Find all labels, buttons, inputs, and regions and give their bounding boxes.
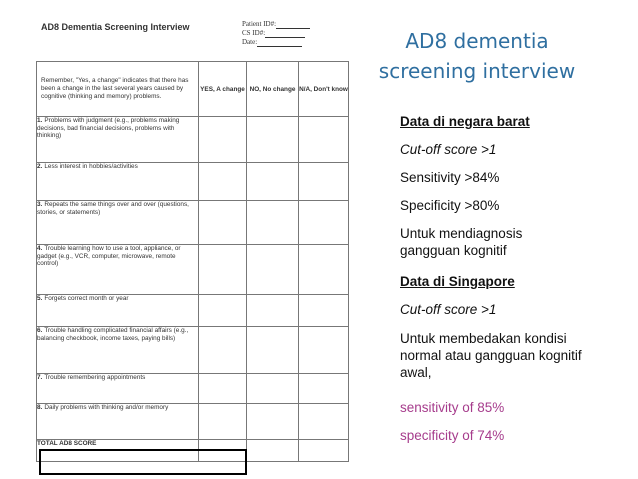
answer-cell[interactable] <box>199 117 247 163</box>
answer-cell[interactable] <box>199 295 247 327</box>
answer-cell[interactable] <box>299 163 349 201</box>
answer-cell[interactable] <box>247 117 299 163</box>
total-highlight-box <box>39 449 247 475</box>
answer-cell[interactable] <box>247 295 299 327</box>
answer-cell[interactable] <box>299 404 349 440</box>
singapore-heading: Data di Singapore <box>400 274 515 289</box>
answer-cell[interactable] <box>199 245 247 295</box>
table-row: 4. Trouble learning how to use a tool, appliance, or gadget (e.g., VCR, computer, microwave, remote control) <box>37 245 349 295</box>
answer-cell[interactable] <box>247 201 299 245</box>
singapore-purpose: Untuk membedakan kondisi normal atau gangguan kognitif awal, <box>400 331 582 380</box>
slide-title: AD8 dementia screening interview <box>378 29 576 83</box>
col-yes: YES, A change <box>199 62 247 117</box>
western-specificity: Specificity >80% <box>400 198 500 213</box>
intro-text: Remember, "Yes, a change" indicates that there has been a change in the last several years caused by cognitive (thinking and memory) problems. <box>37 62 199 117</box>
answer-cell[interactable] <box>247 327 299 374</box>
col-na: N/A, Don't know <box>299 62 349 117</box>
answer-cell[interactable] <box>299 327 349 374</box>
singapore-specificity: specificity of 74% <box>400 428 505 443</box>
table-row: 6. Trouble handling complicated financial affairs (e.g., balancing checkbook, income taxes, paying bills) <box>37 327 349 374</box>
form-meta <box>242 20 310 47</box>
answer-cell[interactable] <box>199 327 247 374</box>
answer-cell[interactable] <box>199 201 247 245</box>
table-row: 5. Forgets correct month or year <box>37 295 349 327</box>
singapore-cutoff: Cut-off score >1 <box>400 302 497 317</box>
table-row: 2. Less interest in hobbies/activities <box>37 163 349 201</box>
answer-cell[interactable] <box>199 163 247 201</box>
western-purpose: Untuk mendiagnosis gangguan kognitif <box>400 226 523 258</box>
answer-cell[interactable] <box>199 374 247 404</box>
answer-cell[interactable] <box>299 374 349 404</box>
patient-id-field: Patient ID#: <box>242 20 310 29</box>
answer-cell[interactable] <box>247 404 299 440</box>
answer-cell[interactable] <box>299 295 349 327</box>
answer-cell[interactable] <box>199 404 247 440</box>
table-header-row <box>37 62 349 117</box>
answer-cell[interactable] <box>247 245 299 295</box>
answer-cell[interactable] <box>299 245 349 295</box>
answer-cell[interactable] <box>299 117 349 163</box>
table-row: 7. Trouble remembering appointments <box>37 374 349 404</box>
western-sensitivity: Sensitivity >84% <box>400 170 500 185</box>
ad8-table <box>36 61 349 462</box>
answer-cell[interactable] <box>247 374 299 404</box>
total-label: TOTAL AD8 SCORE <box>37 440 199 462</box>
answer-cell[interactable] <box>247 163 299 201</box>
ad8-form-image <box>33 14 351 466</box>
western-cutoff: Cut-off score >1 <box>400 142 497 157</box>
western-heading: Data di negara barat <box>400 114 530 129</box>
form-title: AD8 Dementia Screening Interview <box>41 22 190 32</box>
date-field: Date: <box>242 38 310 47</box>
table-row: 3. Repeats the same things over and over (questions, stories, or statements) <box>37 201 349 245</box>
table-row: 8. Daily problems with thinking and/or memory <box>37 404 349 440</box>
cs-id-field: CS ID#: <box>242 29 310 38</box>
table-row: 1. Problems with judgment (e.g., problems making decisions, bad financial decisions, problems with thinking) <box>37 117 349 163</box>
singapore-sensitivity: sensitivity of 85% <box>400 400 505 415</box>
answer-cell[interactable] <box>299 201 349 245</box>
col-no: NO, No change <box>247 62 299 117</box>
